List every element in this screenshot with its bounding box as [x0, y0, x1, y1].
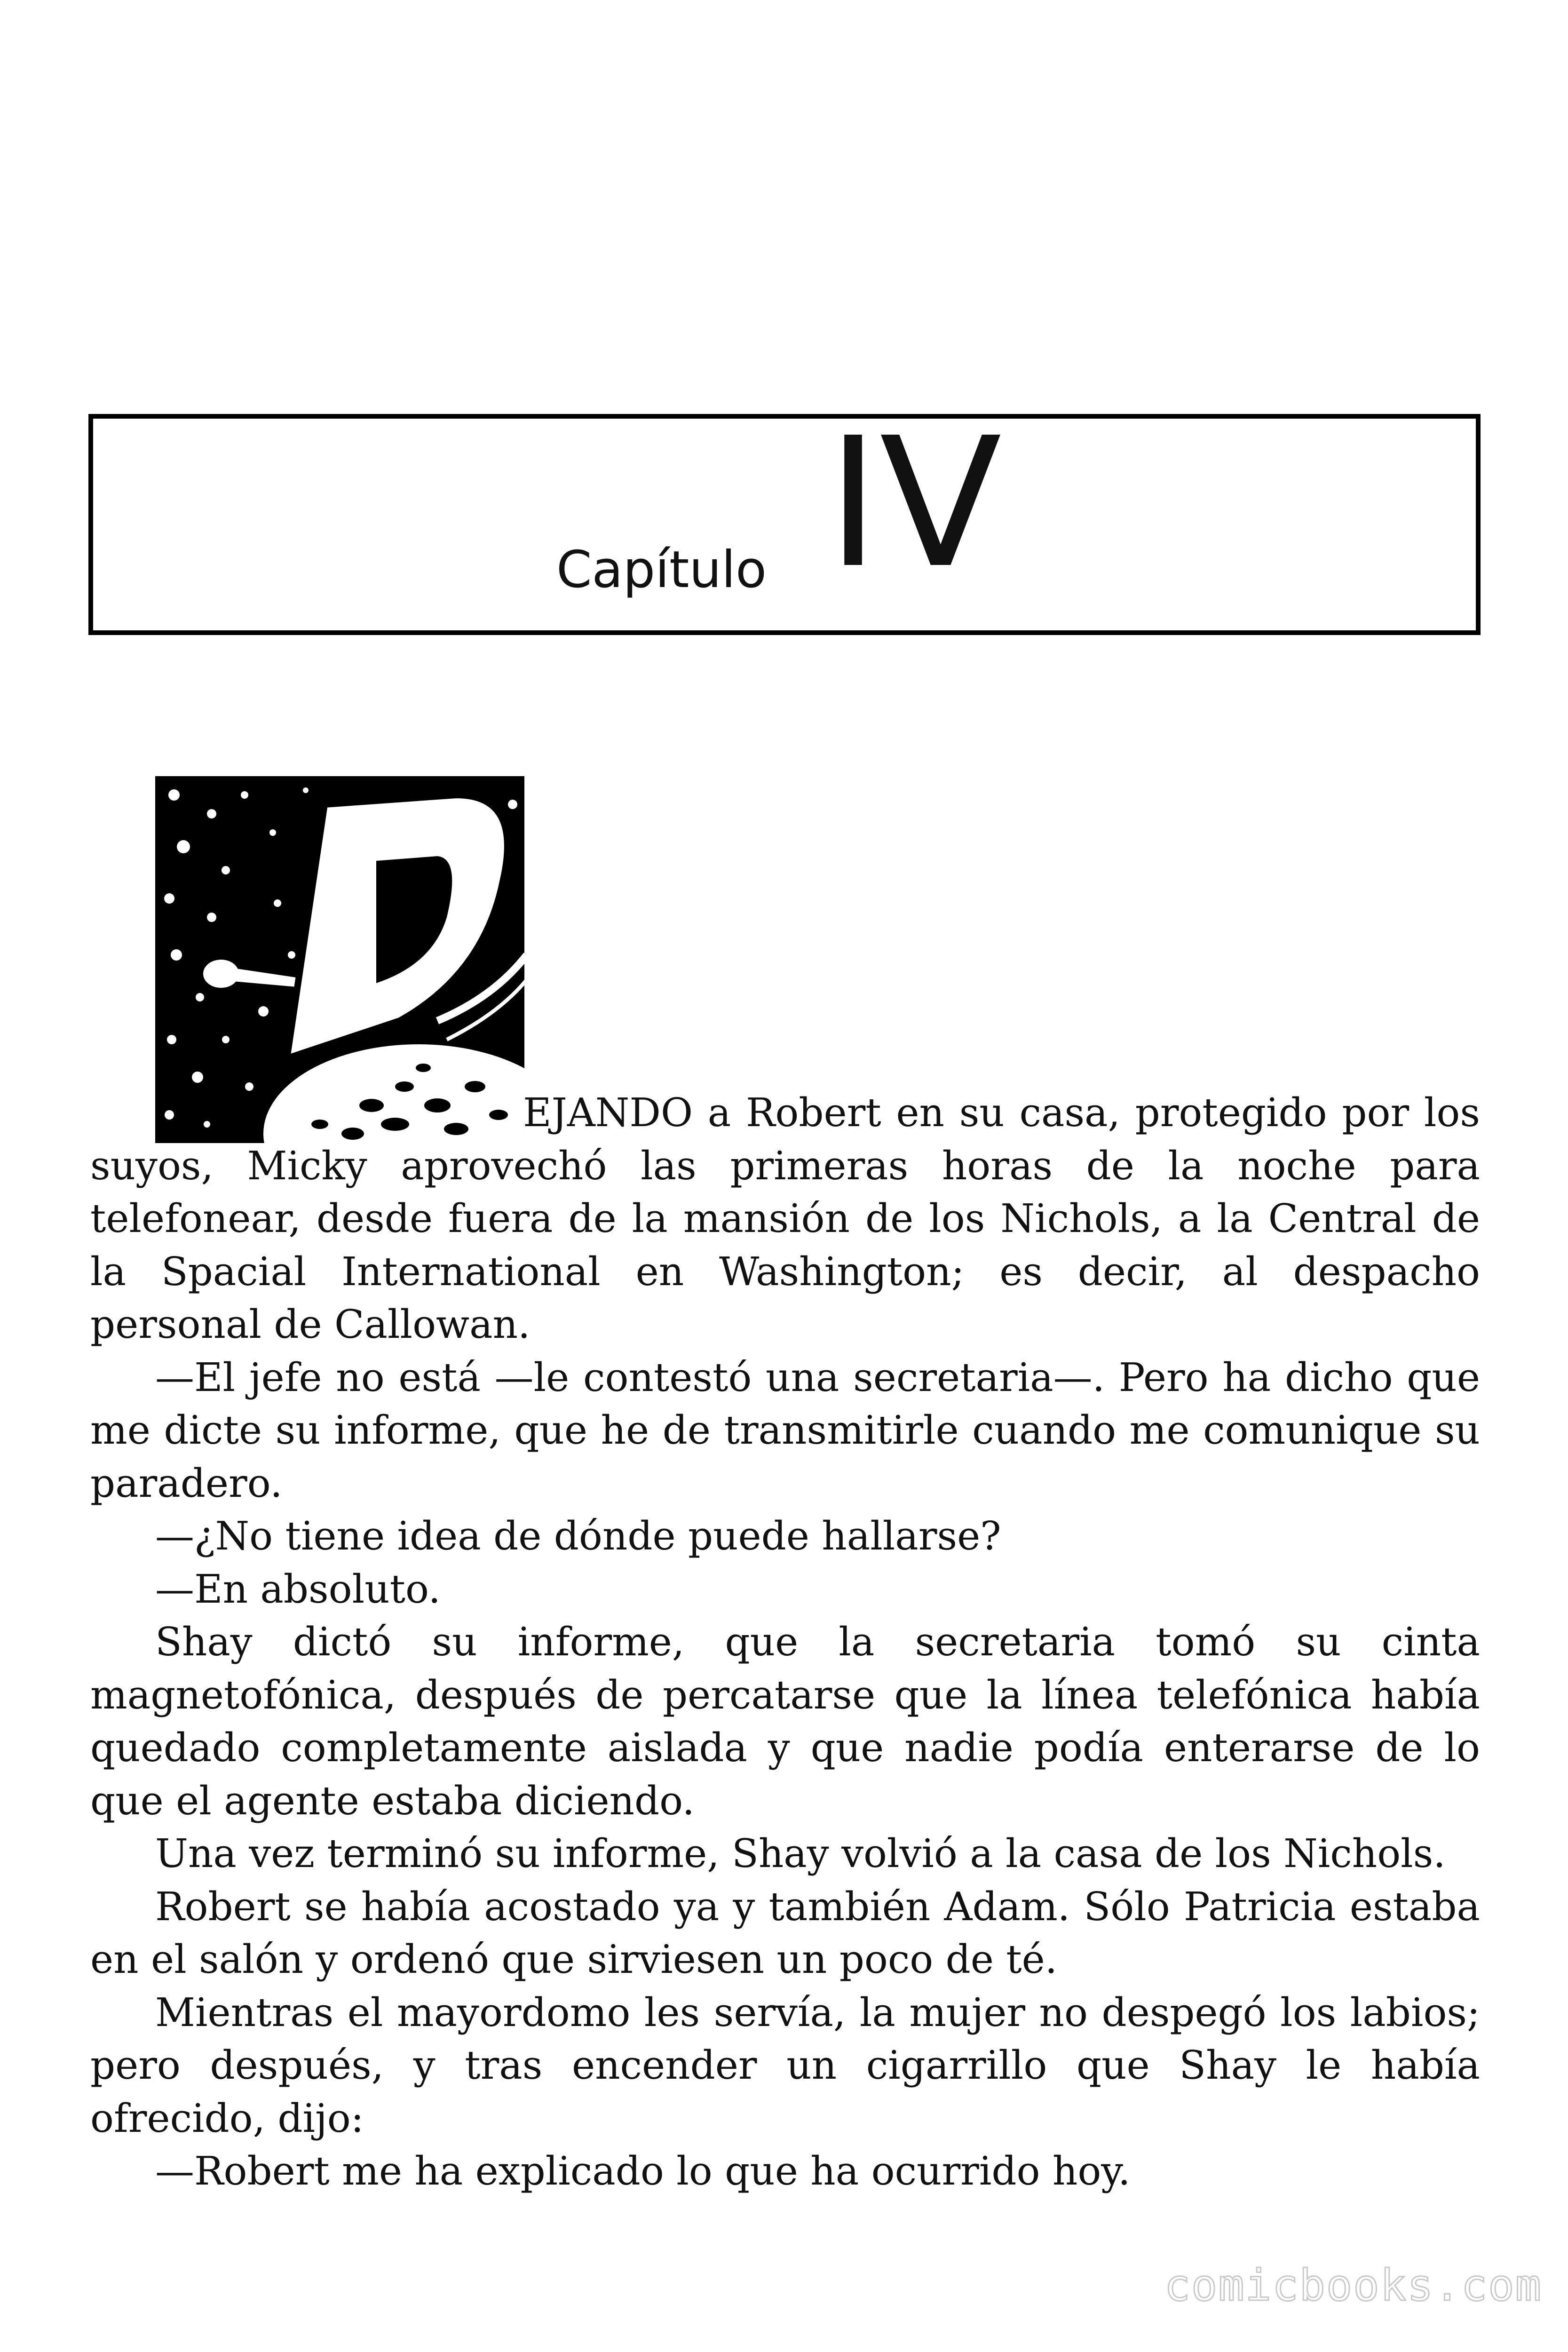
paragraph-2: —El jefe no está —le contestó una secretaria—. Pero ha dicho que me dicte su informe, que he de transmitirle cuando me comunique su paradero.: [90, 1354, 1480, 1506]
paragraph-5: Shay dictó su informe, que la secretaria tomó su cinta magnetofónica, después de percatarse que la línea telefónica había quedado completamente aislada y que nadie podía enterarse de lo que el agente estaba diciendo.: [90, 1619, 1480, 1824]
paragraph-4: —En absoluto.: [155, 1566, 441, 1612]
chapter-label: Capítulo: [556, 540, 767, 599]
paragraph-7: Robert se había acostado ya y también Adam. Sólo Patricia estaba en el salón y ordenó que sirviesen un poco de té.: [90, 1883, 1480, 1982]
paragraph-9: —Robert me ha explicado lo que ha ocurrido hoy.: [155, 2148, 1131, 2194]
paragraph-1: EJANDO a Robert en su casa, protegido por los suyos, Micky aprovechó las primeras horas de la noche para telefonear, desde fuera de la mansión de los Nichols, a la Central de la Spacial International en Washington; es decir, al despacho personal de Callowan.: [90, 1090, 1480, 1347]
chapter-body-text: [90, 1087, 1480, 2198]
watermark: comicbooks.com: [1164, 2260, 1542, 2311]
paragraph-6: Una vez terminó su informe, Shay volvió a la casa de los Nichols.: [155, 1831, 1446, 1876]
chapter-header-box: [88, 399, 1481, 635]
paragraph-3: —¿No tiene idea de dónde puede hallarse?: [155, 1513, 1001, 1559]
paragraph-8: Mientras el mayordomo les servía, la mujer no despegó los labios; pero después, y tras encender un cigarrillo que Shay le había ofrecido, dijo:: [90, 1989, 1480, 2141]
chapter-numeral: IV: [827, 399, 1002, 607]
